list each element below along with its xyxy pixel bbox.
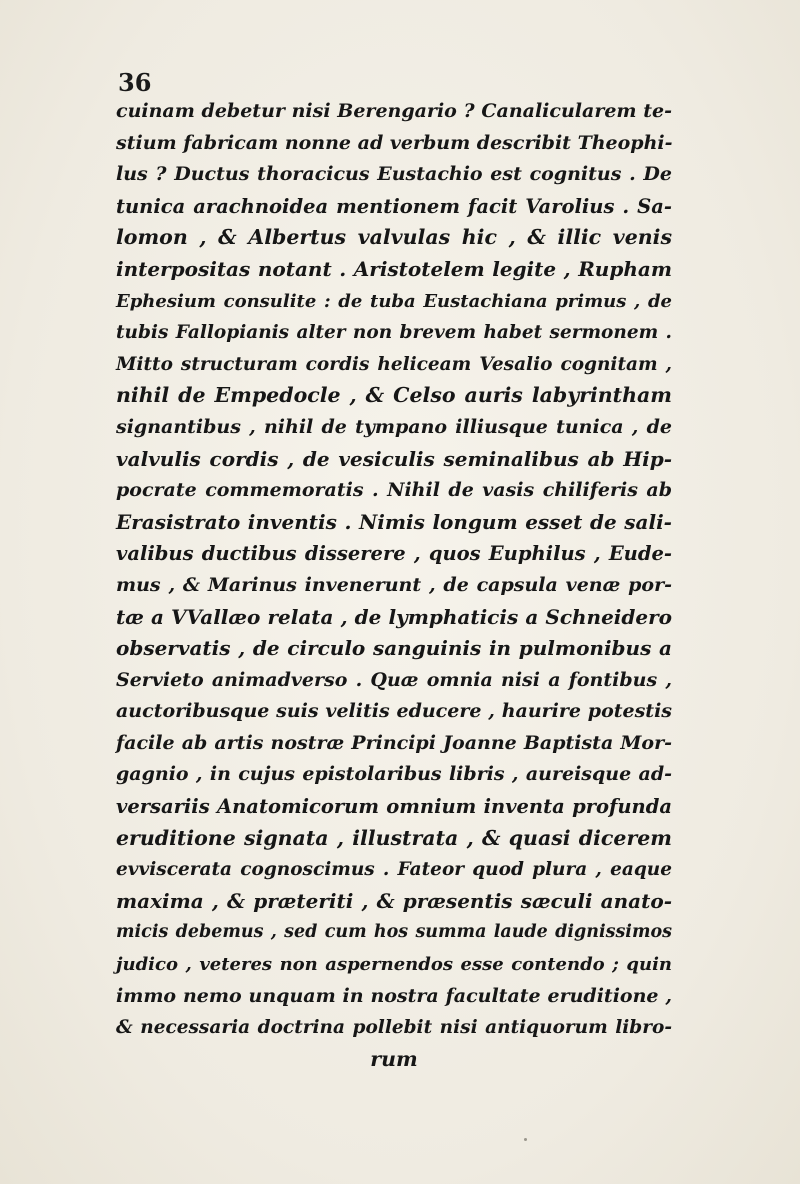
- text-line: tunica arachnoidea mentionem facit Varolius . Sa-: [116, 194, 672, 218]
- text-line: interpositas notant . Aristotelem legite , Rupham: [116, 256, 672, 281]
- text-line: auctoribusque suis velitis educere , haurire potestis: [116, 700, 672, 723]
- text-line: maxima , & præteriti , & præsentis sæculi anato-: [116, 888, 672, 913]
- text-line: stium fabricam nonne ad verbum describit Theophi-: [116, 131, 673, 154]
- text-line: mus , & Marinus invenerunt , de capsula venæ por-: [116, 573, 672, 596]
- text-line: Servieto animadverso . Quæ omnia nisi a fontibus ,: [116, 668, 672, 691]
- text-line: pocrate commemoratis . Nihil de vasis chiliferis ab: [116, 479, 672, 502]
- text-line: Erasistrato inventis . Nimis longum esset de sali-: [116, 509, 672, 534]
- text-line: facile ab artis nostræ Principi Joanne Baptista Mor-: [116, 731, 672, 754]
- text-line: observatis , de circulo sanguinis in pulmonibus a: [116, 636, 672, 661]
- text-line: judico , veteres non aspernendos esse contendo ; quin: [116, 954, 672, 976]
- body-text: [116, 96, 672, 1075]
- text-line: versariis Anatomicorum omnium inventa profunda: [116, 795, 672, 819]
- text-line: nihil de Empedocle , & Celso auris labyrintham: [116, 383, 672, 408]
- text-line: micis debemus , sed cum hos summa laude dignissimos: [116, 922, 672, 943]
- text-line: valibus ductibus disserere , quos Euphilus , Eude-: [116, 542, 672, 566]
- text-line-catchword: rum: [370, 1046, 418, 1071]
- text-line: lus ? Ductus thoracicus Eustachio est cognitus . De: [116, 163, 672, 186]
- text-line: evviscerata cognoscimus . Fateor quod plura , eaque: [116, 859, 672, 881]
- text-line: valvulis cordis , de vesiculis seminalibus ab Hip-: [116, 446, 672, 471]
- text-line: signantibus , nihil de tympano illiusque tunica , de: [116, 415, 672, 438]
- text-line: eruditione signata , illustrata , & quasi dicerem: [116, 825, 672, 850]
- text-line: cuinam debetur nisi Berengario ? Canalicularem te-: [116, 100, 672, 122]
- text-line: lomon , & Albertus valvulas hic , & illic venis: [116, 225, 672, 250]
- text-line: gagnio , in cujus epistolaribus libris , aureisque ad-: [116, 763, 672, 786]
- text-line: Mitto structuram cordis heliceam Vesalio cognitam ,: [116, 353, 672, 375]
- text-line: tubis Fallopianis alter non brevem habet sermonem .: [116, 322, 672, 344]
- text-line: & necessaria doctrina pollebit nisi antiquorum libro-: [116, 1017, 672, 1039]
- page-number: 36: [118, 68, 152, 97]
- text-line: tæ a VVallæo relata , de lymphaticis a Schneidero: [116, 604, 672, 629]
- paper-speck: [524, 1138, 527, 1141]
- text-line: Ephesium consulite : de tuba Eustachiana primus , de: [116, 290, 672, 312]
- text-line: immo nemo unquam in nostra facultate eruditione ,: [116, 984, 672, 1007]
